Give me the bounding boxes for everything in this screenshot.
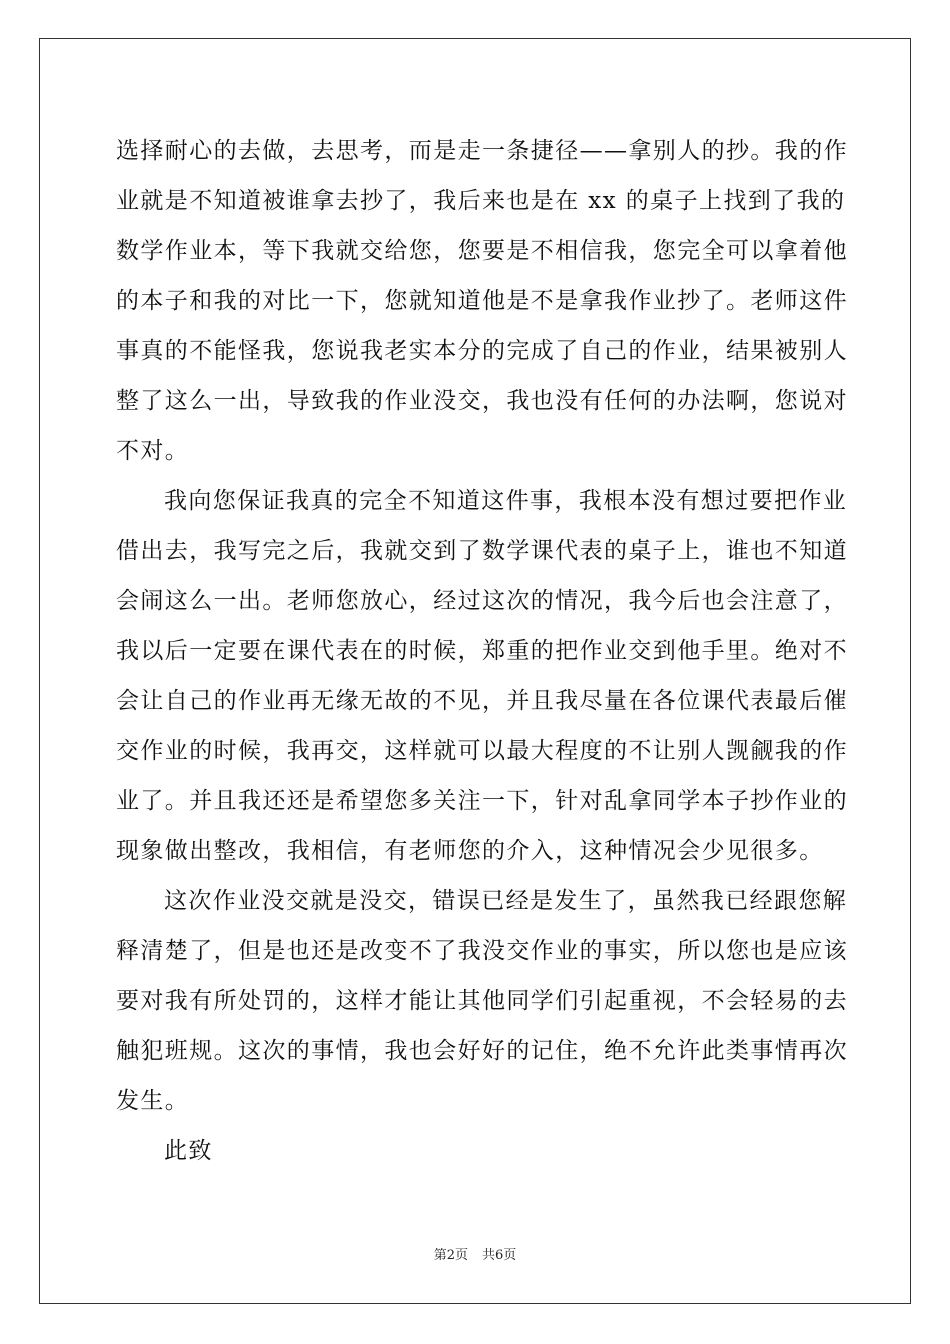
text-line: 选择耐心的去做，去思考，而是走一条捷径——拿别人的抄。我的作 xyxy=(116,138,848,164)
page-total: 共6页 xyxy=(482,1248,517,1263)
text-line: 触犯班规。这次的事情，我也会好好的记住，绝不允许此类事情再次 xyxy=(116,1038,848,1064)
text-line: 的本子和我的对比一下，您就知道他是不是拿我作业抄了。老师这件 xyxy=(116,288,848,314)
text-line: 发生。 xyxy=(116,1088,190,1114)
text-line: 交作业的时候，我再交，这样就可以最大程度的不让别人觊觎我的作 xyxy=(116,738,848,764)
page-number: 第2页 xyxy=(433,1248,468,1263)
text-line: 事真的不能怪我，您说我老实本分的完成了自己的作业，结果被别人 xyxy=(116,338,848,364)
text-line: 要对我有所处罚的，这样才能让其他同学们引起重视，不会轻易的去 xyxy=(116,988,848,1014)
text-line: 我向您保证我真的完全不知道这件事，我根本没有想过要把作业 xyxy=(164,488,848,514)
text-line: 借出去，我写完之后，我就交到了数学课代表的桌子上，谁也不知道 xyxy=(116,538,848,564)
text-line: 这次作业没交就是没交，错误已经是发生了，虽然我已经跟您解 xyxy=(164,888,848,914)
text-line: 不对。 xyxy=(116,438,190,464)
paragraph-3 xyxy=(116,876,848,1126)
text-line: 我以后一定要在课代表在的时候，郑重的把作业交到他手里。绝对不 xyxy=(116,638,848,664)
text-line: 业就是不知道被谁拿去抄了，我后来也是在 xx 的桌子上找到了我的 xyxy=(116,188,846,214)
page-footer xyxy=(0,1246,950,1266)
paragraph-1 xyxy=(116,126,848,476)
closing-salutation: 此致 xyxy=(164,1138,213,1164)
text-line: 数学作业本，等下我就交给您，您要是不相信我，您完全可以拿着他 xyxy=(116,238,848,264)
text-line: 会让自己的作业再无缘无故的不见，并且我尽量在各位课代表最后催 xyxy=(116,688,848,714)
text-line: 业了。并且我还还是希望您多关注一下，针对乱拿同学本子抄作业的 xyxy=(116,788,848,814)
text-line: 整了这么一出，导致我的作业没交，我也没有任何的办法啊，您说对 xyxy=(116,388,848,414)
document-body xyxy=(116,126,848,1176)
paragraph-2 xyxy=(116,476,848,876)
text-line: 现象做出整改，我相信，有老师您的介入，这种情况会少见很多。 xyxy=(116,838,824,864)
text-line: 释清楚了，但是也还是改变不了我没交作业的事实，所以您也是应该 xyxy=(116,938,848,964)
text-line: 会闹这么一出。老师您放心，经过这次的情况，我今后也会注意了， xyxy=(116,588,848,614)
